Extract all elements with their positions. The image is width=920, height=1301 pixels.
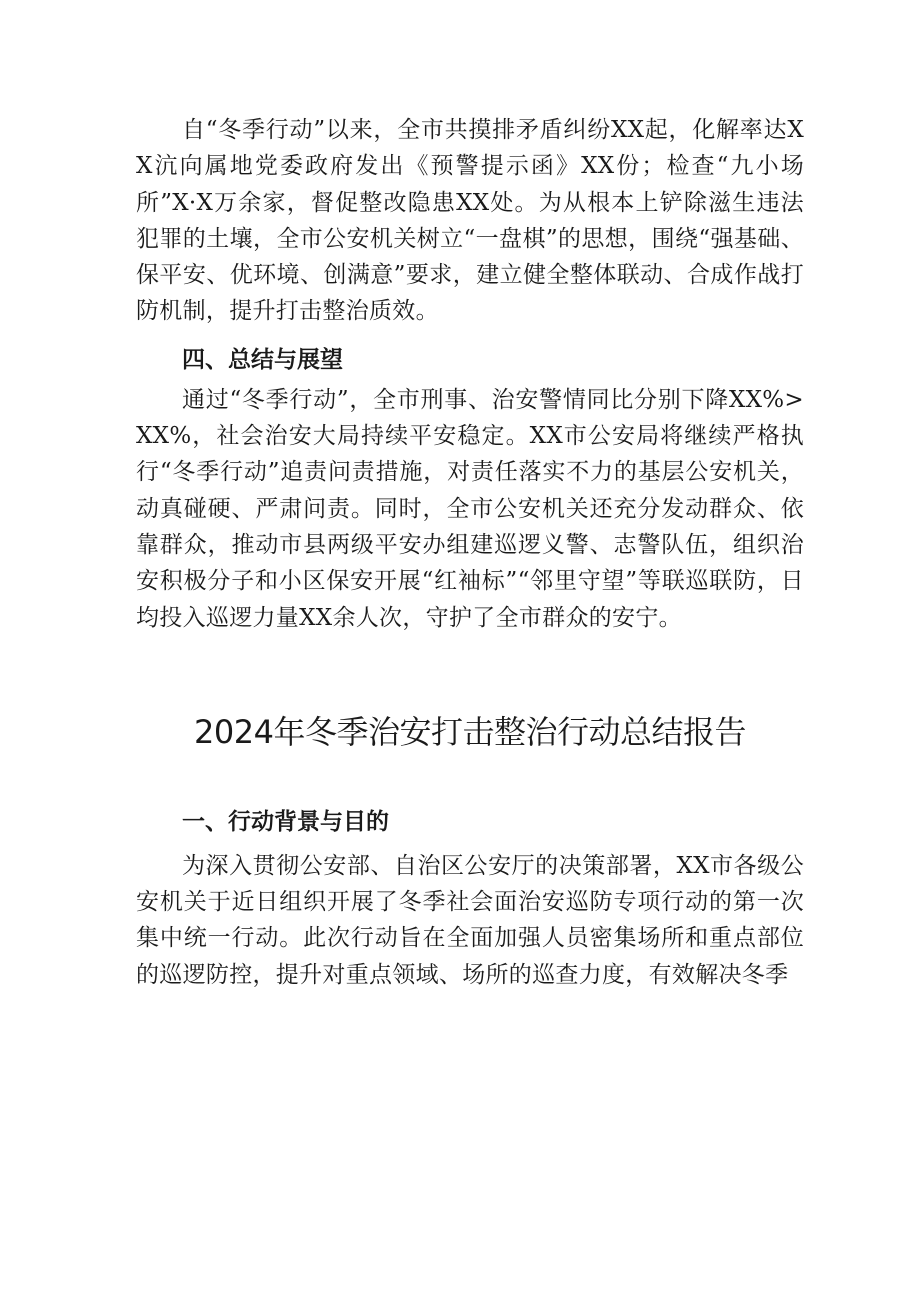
- report-title: 2024年冬季治安打击整治行动总结报告: [194, 712, 746, 751]
- section-heading-summary: 四、总结与展望: [182, 346, 343, 373]
- paragraph-background: 为深入贯彻公安部、自治区公安厅的决策部署，XX市各级公安机关于近日组织开展了冬季社会面治安巡防专项行动的第一次集中统一行动。此次行动旨在全面加强人员密集场所和重点部位的巡逻防控，提升对重点领域、场所的巡查力度，有效解决冬季: [136, 852, 804, 988]
- document-page: [136, 112, 804, 993]
- paragraph-winter-action-results: 自“冬季行动”以来，全市共摸排矛盾纠纷XX起，化解率达XX沆向属地党委政府发出《预警提示函》XX份；检查“九小场所”X·X万余家，督促整改隐患XX处。为从根本上铲除滋生违法犯罪的土壤，全市公安机关树立“一盘棋”的思想，围绕“强基础、保平安、优环境、创满意”要求，建立健全整体联动、合成作战打防机制，提升打击整治质效。: [136, 117, 804, 325]
- paragraph-summary-outlook: 通过“冬季行动”，全市刑事、治安警情同比分别下降XX%>XX%，社会治安大局持续平安稳定。XX市公安局将继续严格执行“冬季行动”追责问责措施，对责任落实不力的基层公安机关，动真碰硬、严肃问责。同时，全市公安机关还充分发动群众、依靠群众，推动市县两级平安办组建巡逻义警、志警队伍，组织治安积极分子和小区保安开展“红袖标”“邻里守望”等联巡联防，日均投入巡逻力量XX余人次，守护了全市群众的安宁。: [136, 386, 804, 631]
- section-heading-background: 一、行动背景与目的: [182, 808, 389, 835]
